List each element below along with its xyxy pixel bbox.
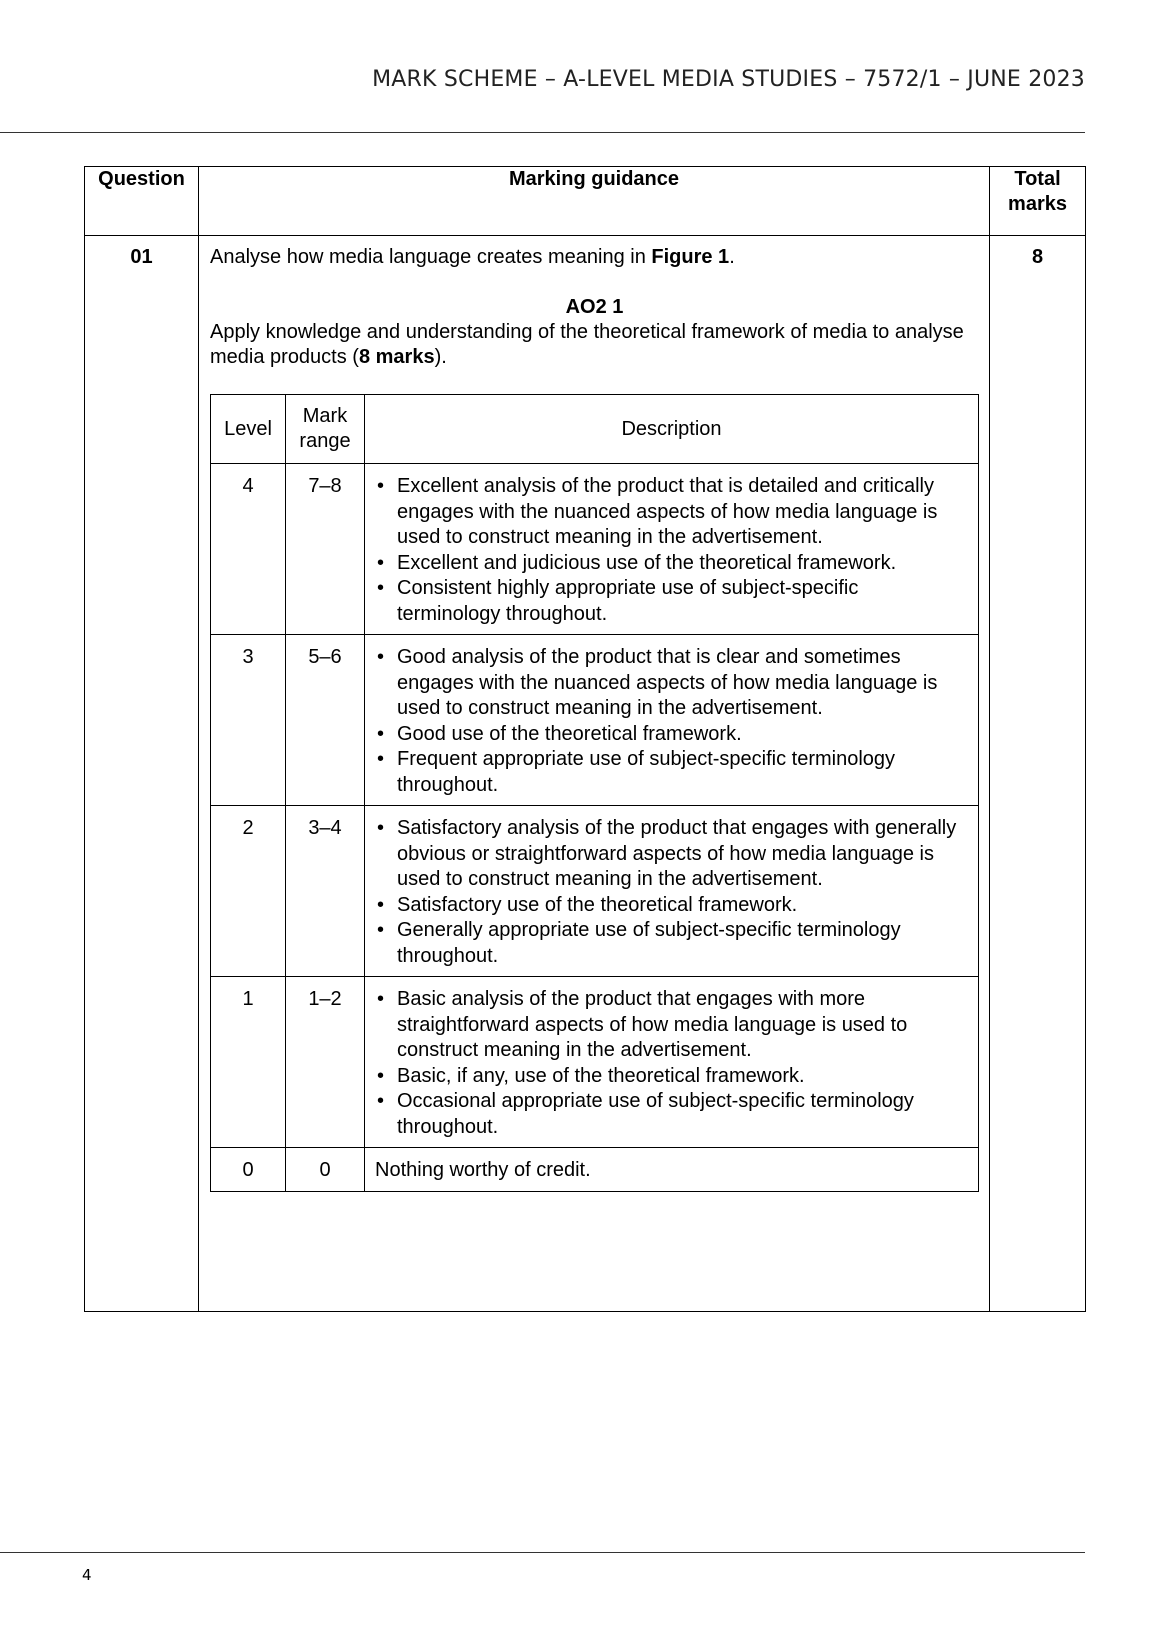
level-number: 3: [211, 635, 286, 806]
column-header-total-marks: [990, 167, 1086, 236]
descriptor-bullet: • Generally appropriate use of subject-specific terminology throughout.: [375, 918, 964, 969]
question-row: [85, 236, 1086, 1312]
column-header-mark-range: Mark range: [286, 395, 365, 464]
level-number: 1: [211, 977, 286, 1148]
column-header-description: Description: [365, 395, 979, 464]
question-prompt: Analyse how media language creates meaning in Figure 1.: [210, 246, 735, 268]
level-row: [211, 977, 979, 1148]
descriptor-bullet: • Occasional appropriate use of subject-specific terminology throughout.: [375, 1089, 964, 1140]
levels-table: [210, 394, 979, 1192]
marking-guidance-cell: [199, 236, 990, 1312]
assessment-objective-heading: AO2 1: [565, 296, 624, 318]
level-row: [211, 806, 979, 977]
mark-range: 3–4: [286, 806, 365, 977]
table-header-row: [85, 167, 1086, 236]
level-description: Nothing worthy of credit.: [365, 1148, 979, 1192]
page-header-title: MARK SCHEME – A-LEVEL MEDIA STUDIES – 7572/1 – JUNE 2023: [372, 67, 1085, 92]
question-number: 01: [85, 236, 199, 1312]
level-number: 0: [211, 1148, 286, 1192]
descriptor-bullet: • Excellent and judicious use of the theoretical framework.: [375, 551, 964, 577]
descriptor-bullet: • Consistent highly appropriate use of subject-specific terminology throughout.: [375, 576, 964, 627]
descriptor-bullet: • Satisfactory use of the theoretical framework.: [375, 893, 964, 919]
mark-range: 0: [286, 1148, 365, 1192]
descriptor-bullet: • Basic analysis of the product that engages with more straightforward aspects of how media language is used to construct meaning in the advertisement.: [375, 987, 964, 1064]
page-number: 4: [82, 1566, 92, 1584]
level-description: [365, 464, 979, 635]
level-number: 4: [211, 464, 286, 635]
level-description: [365, 635, 979, 806]
level-description: [365, 977, 979, 1148]
descriptor-bullet: • Basic, if any, use of the theoretical framework.: [375, 1064, 964, 1090]
marks-count: 8 marks: [358, 346, 435, 368]
total-marks-value: 8: [990, 236, 1086, 1312]
descriptor-bullet: • Frequent appropriate use of subject-specific terminology throughout.: [375, 747, 964, 798]
level-row: [211, 464, 979, 635]
level-number: 2: [211, 806, 286, 977]
total-header-line1: Total: [1014, 168, 1061, 190]
figure-reference: Figure 1: [651, 246, 730, 268]
column-header-question: Question: [85, 167, 199, 236]
descriptor-bullet: • Good use of the theoretical framework.: [375, 722, 964, 748]
descriptor-bullet: • Good analysis of the product that is clear and sometimes engages with the nuanced aspects of how media language is used to construct meaning in the advertisement.: [375, 645, 964, 722]
column-header-level: Level: [211, 395, 286, 464]
assessment-objective-description: Apply knowledge and understanding of the theoretical framework of media to analyse media products (8 marks).: [210, 321, 964, 368]
header-rule: [0, 132, 1085, 133]
total-header-line2: marks: [1008, 193, 1067, 215]
levels-header-row: [211, 395, 979, 464]
level-description: [365, 806, 979, 977]
mark-range: 7–8: [286, 464, 365, 635]
mark-scheme-table: [84, 166, 1086, 1312]
level-row: [211, 635, 979, 806]
level-row-zero: [211, 1148, 979, 1192]
mark-range: 1–2: [286, 977, 365, 1148]
descriptor-bullet: • Satisfactory analysis of the product that engages with generally obvious or straightforward aspects of how media language is used to construct meaning in the advertisement.: [375, 816, 964, 893]
mark-range: 5–6: [286, 635, 365, 806]
footer-rule: [0, 1552, 1085, 1553]
descriptor-bullet: • Excellent analysis of the product that is detailed and critically engages with the nuanced aspects of how media language is used to construct meaning in the advertisement.: [375, 474, 964, 551]
column-header-marking-guidance: Marking guidance: [199, 167, 990, 236]
